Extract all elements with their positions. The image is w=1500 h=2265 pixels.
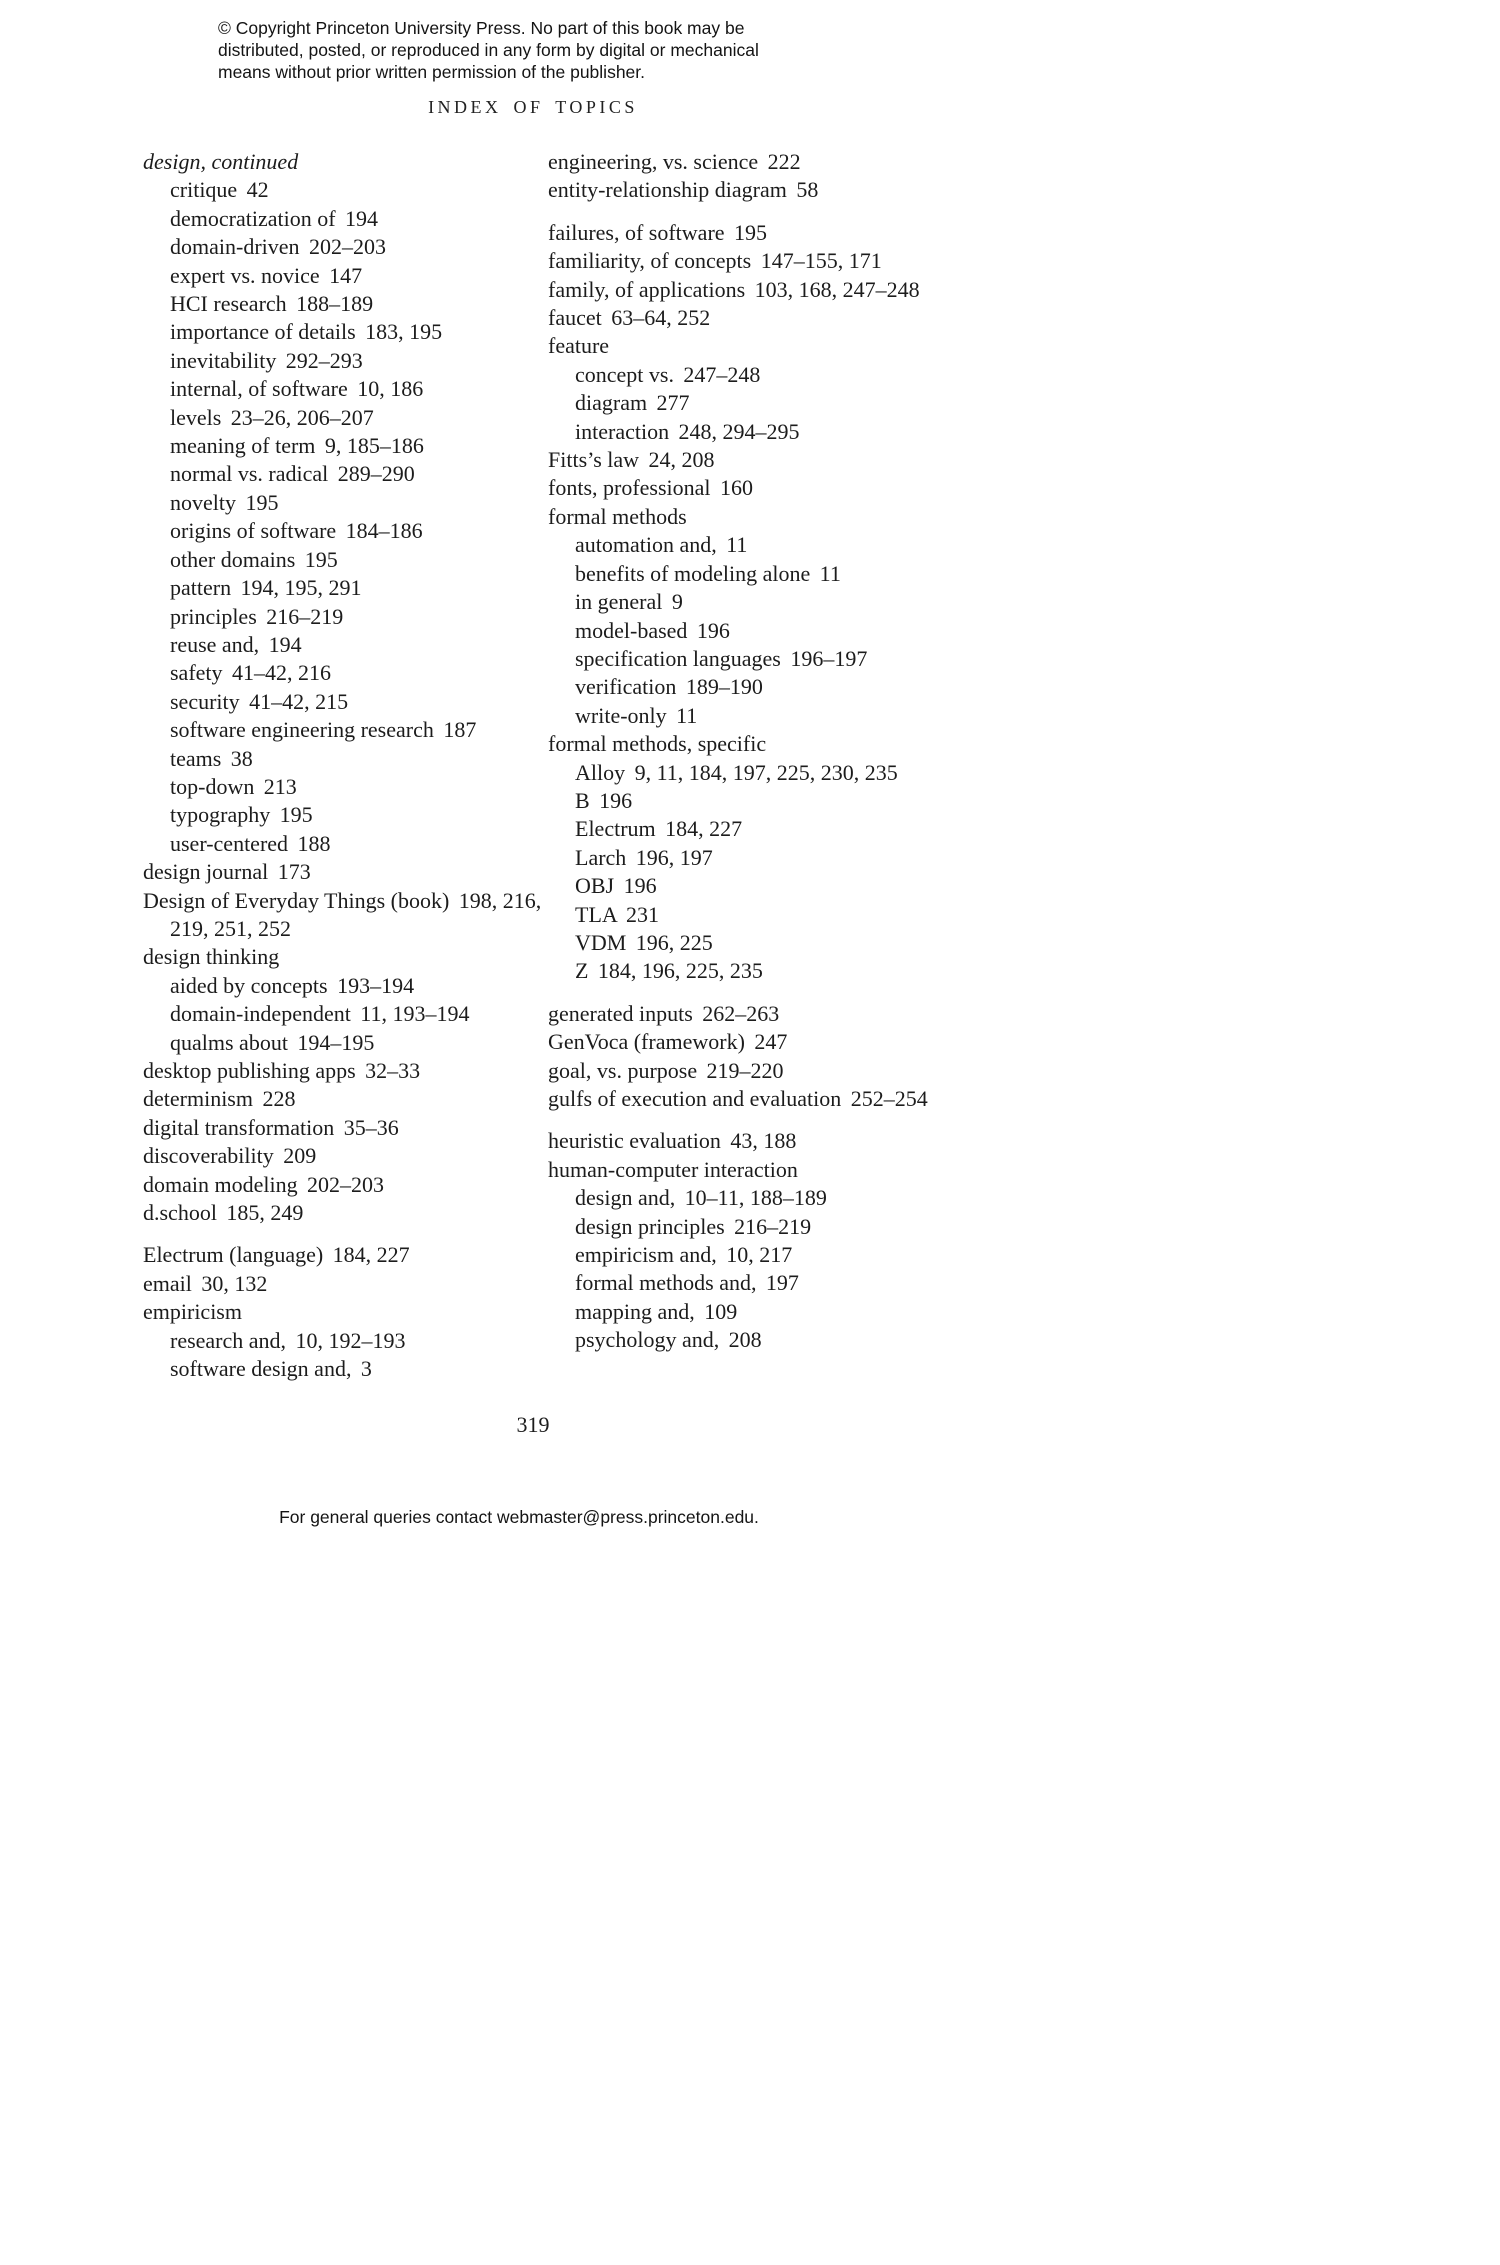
index-entry: [143, 233, 548, 261]
index-entry: [548, 1184, 1115, 1212]
index-entry-term: faucet: [548, 305, 602, 331]
index-entry-term: Electrum (language): [143, 1242, 324, 1268]
index-entry-pages: 194: [345, 205, 378, 231]
index-entry: [143, 1199, 548, 1227]
index-entry: [143, 801, 548, 829]
index-entry: [548, 176, 1115, 204]
index-entry: [548, 815, 1115, 843]
index-entry-pages: 195: [304, 546, 338, 572]
index-entry-term: design thinking: [143, 944, 280, 970]
index-entry: [548, 1326, 1115, 1354]
index-entry: [548, 702, 1115, 730]
index-entry-pages: 147: [329, 262, 363, 288]
index-entry-term: typography: [170, 802, 271, 828]
index-entry-term: software design and,: [170, 1356, 352, 1382]
index-entry: [548, 531, 1115, 559]
index-entry-pages: 196, 197: [635, 844, 713, 870]
index-entry: [143, 1000, 548, 1028]
index-entry-term: psychology and,: [575, 1327, 720, 1353]
index-entry-pages: 11, 193–194: [360, 1001, 470, 1027]
index-entry-term: automation and,: [575, 532, 717, 558]
index-entry: [143, 858, 548, 886]
index-entry-term: familiarity, of concepts: [548, 248, 752, 274]
index-entry: [143, 318, 548, 346]
index-entry: [548, 1000, 1115, 1028]
index-entry-term: feature: [548, 333, 610, 359]
index-entry-term: levels: [170, 404, 222, 430]
index-entry-term: importance of details: [170, 319, 356, 345]
index-entry: [548, 219, 1115, 247]
index-entry-term: Fitts’s law: [548, 447, 640, 473]
index-entry-term: top-down: [170, 773, 255, 799]
index-entry: [143, 205, 548, 233]
index-entry: [143, 745, 548, 773]
index-entry-term: write-only: [575, 702, 667, 728]
index-entry: [548, 389, 1115, 417]
index-entry: [548, 276, 1115, 304]
index-entry: [143, 375, 548, 403]
index-entry-term: inevitability: [170, 347, 277, 373]
index-entry-term: design and,: [575, 1185, 676, 1211]
index-entry-term: pattern: [170, 575, 232, 601]
index-entry-term: qualms about: [170, 1029, 288, 1055]
index-entry: [143, 1029, 548, 1057]
index-entry-pages: 196: [623, 873, 657, 899]
index-entry-term: model-based: [575, 617, 688, 643]
index-entry-pages: 277: [656, 390, 690, 416]
index-entry-pages: 247: [754, 1029, 788, 1055]
index-entry-term: desktop publishing apps: [143, 1058, 356, 1083]
webmaster-contact-note: For general queries contact webmaster@press.princeton.edu.: [279, 1507, 759, 1527]
index-entry-term: d.school: [143, 1200, 217, 1226]
index-entry: [143, 1085, 548, 1113]
copyright-notice: [218, 17, 759, 83]
index-entry: [548, 617, 1115, 645]
index-entry-term: safety: [170, 660, 223, 686]
index-entry-pages: 11: [676, 702, 698, 728]
index-entry-pages: 188–189: [296, 291, 374, 317]
index-entry: [548, 361, 1115, 389]
index-entry-pages: 24, 208: [648, 447, 715, 473]
index-entry: [548, 1241, 1115, 1269]
index-entry-term: aided by concepts: [170, 972, 328, 998]
index-entry-pages: 231: [626, 901, 660, 927]
index-entry-term: critique: [170, 177, 238, 203]
index-entry: [143, 489, 548, 517]
index-column-right: [548, 148, 1115, 1383]
index-entry-term: in general: [575, 589, 663, 615]
index-entry-term: fonts, professional: [548, 475, 711, 501]
index-entry-pages: 292–293: [285, 347, 363, 373]
index-entry: [143, 290, 548, 318]
index-entry-pages: 173: [277, 859, 311, 885]
index-entry-pages: 41–42, 215: [249, 688, 349, 714]
index-entry-term: discoverability: [143, 1143, 274, 1169]
index-entry-term: Electrum: [575, 816, 656, 842]
index-entry: [143, 716, 548, 744]
index-entry: [143, 1114, 548, 1142]
index-entry: [143, 1327, 548, 1355]
index-entry: [143, 631, 548, 659]
index-entry: [548, 332, 1115, 360]
index-column-left: [143, 148, 548, 1383]
index-entry-pages: 196, 225: [635, 929, 713, 955]
index-entry-term: design journal: [143, 859, 269, 885]
index-entry-term: Z: [575, 958, 589, 984]
index-entry: [548, 304, 1115, 332]
index-entry-term: research and,: [170, 1327, 287, 1353]
index-entry-term: security: [170, 688, 240, 714]
index-entry-pages: 196–197: [790, 645, 868, 671]
index-entry: [143, 1298, 548, 1326]
index-entry-pages: 41–42, 216: [231, 660, 331, 686]
index-entry-pages: 189–190: [685, 674, 763, 700]
index-entry-pages: 43, 188: [730, 1128, 797, 1154]
index-entry-term: entity-relationship diagram: [548, 177, 787, 203]
index-entry-term: interaction: [575, 418, 670, 444]
index-entry-pages: 58: [796, 177, 819, 203]
index-entry-term: novelty: [170, 489, 236, 515]
index-entry-pages: 23–26, 206–207: [230, 404, 374, 430]
index-entry: [548, 730, 1115, 758]
index-entry-pages: 247–248: [683, 361, 761, 387]
copyright-notice-line: means without prior written permission of the publisher.: [218, 62, 646, 82]
index-entry-term: concept vs.: [575, 361, 674, 387]
index-entry-term: TLA: [575, 901, 617, 927]
index-entry-term: gulfs of execution and evaluation: [548, 1086, 842, 1111]
index-entry-pages: 194: [268, 631, 302, 657]
index-entry-term: GenVoca (framework): [548, 1029, 745, 1055]
index-entry-pages: 63–64, 252: [611, 305, 711, 331]
index-entry: [548, 474, 1115, 502]
page-number: 319: [516, 1412, 550, 1437]
index-entry-pages: 147–155, 171: [760, 248, 882, 274]
index-entry-pages: 185, 249: [226, 1200, 304, 1226]
index-entry-term: email: [143, 1270, 192, 1296]
index-entry-term: HCI research: [170, 291, 287, 317]
copyright-notice-line: © Copyright Princeton University Press. No part of this book may be: [218, 18, 745, 38]
index-entry: [143, 972, 548, 1000]
index-entry-term: user-centered: [170, 830, 289, 856]
index-entry: [548, 446, 1115, 474]
index-entry-term: digital transformation: [143, 1114, 335, 1140]
index-entry: [143, 546, 548, 574]
index-entry-pages: 202–203: [308, 234, 386, 260]
index-entry-term: B: [575, 787, 590, 813]
index-entry-pages: 160: [719, 475, 753, 501]
index-entry-term: internal, of software: [170, 376, 348, 402]
index-entry-pages: 202–203: [307, 1171, 385, 1197]
index-entry: [548, 247, 1115, 275]
index-entry-pages: 228: [262, 1086, 296, 1112]
index-entry-pages: 193–194: [337, 972, 415, 998]
index-entry-term: specification languages: [575, 645, 781, 671]
index-entry-term: design, continued: [143, 149, 299, 174]
index-entry-pages: 213: [263, 773, 297, 799]
index-entry: [548, 148, 1115, 176]
index-entry: [548, 503, 1115, 531]
index-entry-term: empiricism and,: [575, 1242, 717, 1268]
index-entry: [143, 1171, 548, 1199]
index-entry-term: domain modeling: [143, 1171, 298, 1197]
index-entry-term: family, of applications: [548, 276, 746, 302]
index-entry: [548, 1085, 1115, 1113]
index-entry-term: OBJ: [575, 873, 615, 899]
index-entry: [143, 432, 548, 460]
index-entry-pages: 103, 168, 247–248: [754, 276, 920, 302]
index-entry-term: heuristic evaluation: [548, 1128, 721, 1154]
index-entry: [548, 957, 1115, 985]
index-entry-pages: 11: [726, 532, 748, 558]
index-entry-term: generated inputs: [548, 1000, 693, 1026]
index-entry-pages: 184, 196, 225, 235: [597, 958, 763, 984]
index-entry-pages: 10–11, 188–189: [684, 1185, 827, 1211]
index-entry-pages: 289–290: [337, 461, 415, 487]
index-entry-pages: 187: [443, 717, 477, 743]
index-title: INDEX OF TOPICS: [428, 97, 638, 117]
index-entry-pages: 198, 216, 219, 251, 252: [170, 887, 542, 941]
index-entry-pages: 3: [360, 1356, 372, 1382]
index-entry-pages: 195: [279, 802, 313, 828]
index-entry: [143, 603, 548, 631]
index-entry: [548, 872, 1115, 900]
index-entry-term: Alloy: [575, 759, 626, 785]
index-entry-pages: 196: [599, 787, 633, 813]
index-entry-term: teams: [170, 745, 222, 771]
index-entry-pages: 9: [671, 589, 683, 615]
index-entry-term: empiricism: [143, 1299, 242, 1325]
index-entry: [143, 347, 548, 375]
copyright-notice-line: distributed, posted, or reproduced in any form by digital or mechanical: [218, 40, 759, 60]
index-entry-pages: 208: [728, 1327, 762, 1353]
index-entry-pages: 219–220: [706, 1057, 784, 1083]
index-entry-term: human-computer interaction: [548, 1156, 798, 1182]
index-columns: [143, 148, 1115, 1383]
index-entry-pages: 195: [734, 219, 767, 245]
index-entry-pages: 194–195: [297, 1029, 375, 1055]
index-entry-term: determinism: [143, 1086, 253, 1112]
index-entry: [143, 659, 548, 687]
index-entry: [143, 460, 548, 488]
index-entry: [143, 1355, 548, 1383]
index-entry-term: origins of software: [170, 518, 337, 544]
index-entry-term: diagram: [575, 390, 648, 416]
index-entry: [143, 887, 548, 944]
index-entry: [143, 1270, 548, 1298]
index-entry: [548, 929, 1115, 957]
index-entry-term: goal, vs. purpose: [548, 1057, 698, 1083]
index-entry-term: formal methods: [548, 503, 687, 529]
index-entry-pages: 222: [767, 149, 801, 174]
index-entry-pages: 184–186: [345, 518, 423, 544]
index-entry-pages: 196: [696, 617, 730, 643]
index-entry: [143, 688, 548, 716]
index-entry: [548, 1127, 1115, 1155]
index-entry: [548, 901, 1115, 929]
index-entry: [143, 1241, 548, 1269]
index-entry-pages: 252–254: [850, 1086, 928, 1111]
index-entry-pages: 183, 195: [365, 319, 443, 345]
index-entry: [143, 1142, 548, 1170]
index-entry-term: failures, of software: [548, 219, 725, 245]
index-entry-term: domain-driven: [170, 234, 300, 260]
index-entry-pages: 184, 227: [332, 1242, 410, 1268]
index-entry-pages: 184, 227: [665, 816, 743, 842]
index-entry-pages: 10, 192–193: [295, 1327, 406, 1353]
index-entry: [548, 418, 1115, 446]
index-entry-pages: 10, 186: [357, 376, 424, 402]
index-entry: [548, 1298, 1115, 1326]
index-entry: [143, 404, 548, 432]
index-entry-term: formal methods and,: [575, 1270, 757, 1296]
index-entry-pages: 216–219: [734, 1213, 812, 1239]
index-entry-term: design principles: [575, 1213, 725, 1239]
index-entry: [548, 759, 1115, 787]
index-entry: [143, 262, 548, 290]
index-entry: [548, 645, 1115, 673]
index-entry-pages: 35–36: [343, 1114, 399, 1140]
index-entry-pages: 209: [283, 1143, 317, 1169]
index-entry: [548, 1269, 1115, 1297]
index-entry: [143, 148, 548, 176]
index-entry-term: reuse and,: [170, 631, 260, 657]
index-entry-pages: 9, 11, 184, 197, 225, 230, 235: [634, 759, 898, 785]
index-entry-term: benefits of modeling alone: [575, 560, 811, 586]
index-entry: [548, 673, 1115, 701]
index-entry-pages: 109: [704, 1298, 738, 1324]
index-entry-pages: 10, 217: [726, 1242, 793, 1268]
index-entry: [143, 1057, 548, 1085]
index-entry-term: software engineering research: [170, 717, 434, 743]
index-entry-term: meaning of term: [170, 433, 316, 459]
index-entry: [548, 588, 1115, 616]
index-entry-pages: 30, 132: [201, 1270, 268, 1296]
index-entry: [143, 517, 548, 545]
index-entry-term: engineering, vs. science: [548, 149, 759, 174]
index-entry: [143, 176, 548, 204]
index-entry-term: Larch: [575, 844, 627, 870]
index-entry: [548, 1057, 1115, 1085]
index-entry-pages: 38: [230, 745, 253, 771]
index-entry-pages: 195: [245, 489, 279, 515]
index-entry-pages: 194, 195, 291: [240, 575, 362, 601]
index-entry-pages: 262–263: [702, 1000, 780, 1026]
index-entry-pages: 9, 185–186: [324, 433, 424, 459]
index-entry: [143, 830, 548, 858]
index-entry-term: other domains: [170, 546, 296, 572]
index-entry-pages: 32–33: [365, 1058, 421, 1083]
index-entry-term: VDM: [575, 929, 627, 955]
index-entry: [143, 943, 548, 971]
index-entry: [548, 1028, 1115, 1056]
index-entry-pages: 216–219: [266, 603, 344, 629]
index-entry-term: democratization of: [170, 205, 336, 231]
index-entry-term: principles: [170, 603, 257, 629]
index-entry-pages: 197: [765, 1270, 799, 1296]
index-entry: [548, 1213, 1115, 1241]
index-entry-term: formal methods, specific: [548, 731, 767, 757]
index-entry-term: domain-independent: [170, 1001, 351, 1027]
index-entry-term: Design of Everyday Things (book): [143, 887, 450, 913]
index-entry-term: expert vs. novice: [170, 262, 320, 288]
index-entry: [548, 1156, 1115, 1184]
index-entry-pages: 42: [246, 177, 269, 203]
index-entry: [548, 844, 1115, 872]
index-entry: [548, 560, 1115, 588]
index-entry: [143, 574, 548, 602]
index-entry: [548, 787, 1115, 815]
index-entry-term: mapping and,: [575, 1298, 695, 1324]
index-entry-pages: 248, 294–295: [678, 418, 800, 444]
index-entry-term: normal vs. radical: [170, 461, 329, 487]
index-entry: [143, 773, 548, 801]
index-entry-pages: 188: [297, 830, 331, 856]
index-entry-term: verification: [575, 674, 677, 700]
index-entry-pages: 11: [819, 560, 841, 586]
